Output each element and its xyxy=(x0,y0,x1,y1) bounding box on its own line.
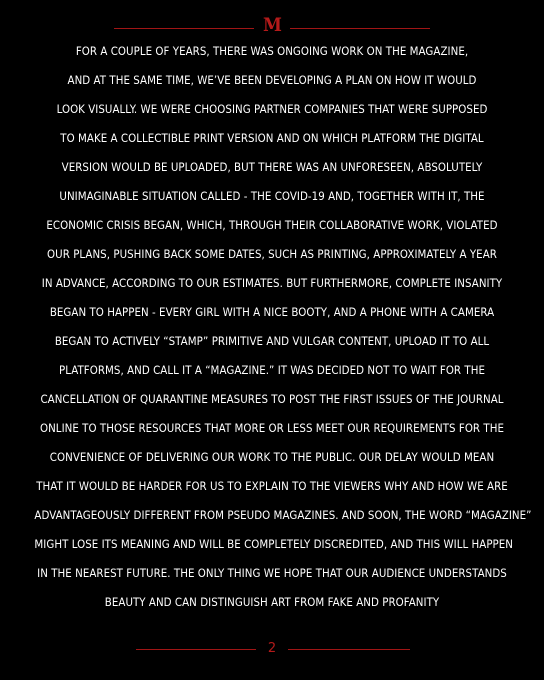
body-line: TO MAKE A COLLECTIBLE PRINT VERSION AND ON WHICH PLATFORM THE DIGITAL xyxy=(60,131,484,145)
header-rule-right xyxy=(290,28,430,29)
body-line: BEGAN TO ACTIVELY “STAMP” PRIMITIVE AND VULGAR CONTENT, UPLOAD IT TO ALL xyxy=(54,334,490,348)
body-line: UNIMAGINABLE SITUATION CALLED - THE COVID-19 AND, TOGETHER WITH IT, THE xyxy=(59,189,485,203)
body-line: IN ADVANCE, ACCORDING TO OUR ESTIMATES. BUT FURTHERMORE, COMPLETE INSANITY xyxy=(41,276,503,290)
page-number: 2 xyxy=(267,641,277,656)
page-footer xyxy=(0,638,544,660)
page-header xyxy=(0,14,544,36)
body-line: IN THE NEAREST FUTURE. THE ONLY THING WE HOPE THAT OUR AUDIENCE UNDERSTANDS xyxy=(37,566,507,580)
article-body xyxy=(8,37,536,617)
body-line: THAT IT WOULD BE HARDER FOR US TO EXPLAIN TO THE VIEWERS WHY AND HOW WE ARE xyxy=(36,479,508,493)
body-line: AND AT THE SAME TIME, WE’VE BEEN DEVELOPING A PLAN ON HOW IT WOULD xyxy=(67,73,477,87)
magazine-logo: M xyxy=(263,14,282,36)
body-line: CANCELLATION OF QUARANTINE MEASURES TO POST THE FIRST ISSUES OF THE JOURNAL xyxy=(40,392,504,406)
body-line: FOR A COUPLE OF YEARS, THERE WAS ONGOING WORK ON THE MAGAZINE, xyxy=(75,44,469,58)
body-line: CONVENIENCE OF DELIVERING OUR WORK TO THE PUBLIC. OUR DELAY WOULD MEAN xyxy=(49,450,495,464)
body-line: ADVANTAGEOUSLY DIFFERENT FROM PSEUDO MAGAZINES. AND SOON, THE WORD “MAGAZINE” xyxy=(34,508,532,522)
body-line: LOOK VISUALLY. WE WERE CHOOSING PARTNER COMPANIES THAT WERE SUPPOSED xyxy=(56,102,488,116)
header-rule-left xyxy=(114,28,254,29)
body-line: ECONOMIC CRISIS BEGAN, WHICH, THROUGH THEIR COLLABORATIVE WORK, VIOLATED xyxy=(46,218,498,232)
body-line: OUR PLANS, PUSHING BACK SOME DATES, SUCH AS PRINTING, APPROXIMATELY A YEAR xyxy=(47,247,497,261)
body-line: PLATFORMS, AND CALL IT A “MAGAZINE.” IT WAS DECIDED NOT TO WAIT FOR THE xyxy=(59,363,485,377)
body-line: MIGHT LOSE ITS MEANING AND WILL BE COMPLETELY DISCREDITED, AND THIS WILL HAPPEN xyxy=(34,537,514,551)
body-line: ONLINE TO THOSE RESOURCES THAT MORE OR LESS MEET OUR REQUIREMENTS FOR THE xyxy=(39,421,505,435)
body-line: BEGAN TO HAPPEN - EVERY GIRL WITH A NICE BOOTY, AND A PHONE WITH A CAMERA xyxy=(49,305,495,319)
footer-rule-left xyxy=(136,649,256,650)
body-line: BEAUTY AND CAN DISTINGUISH ART FROM FAKE AND PROFANITY xyxy=(104,595,440,609)
footer-rule-right xyxy=(288,649,410,650)
body-line: VERSION WOULD BE UPLOADED, BUT THERE WAS AN UNFORESEEN, ABSOLUTELY xyxy=(61,160,483,174)
